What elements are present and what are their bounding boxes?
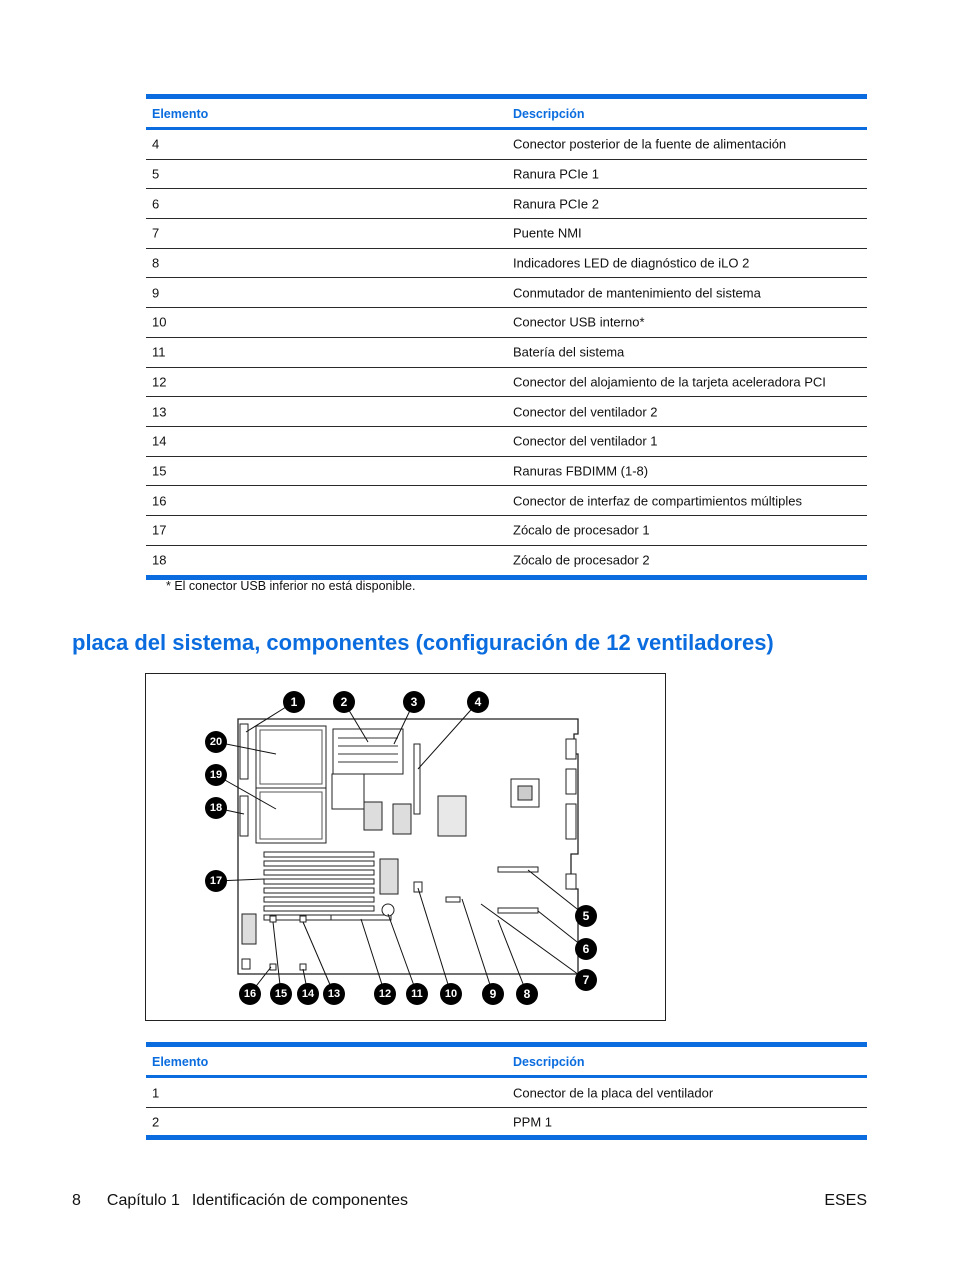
- callout-3: 3: [403, 691, 425, 713]
- row-description: Zócalo de procesador 2: [513, 552, 650, 568]
- row-description: Ranura PCIe 1: [513, 166, 599, 182]
- table-footnote: * El conector USB inferior no está disponible.: [166, 579, 416, 593]
- table-row: [146, 427, 867, 457]
- row-item-number: 9: [152, 285, 160, 301]
- callout-1: 1: [283, 691, 305, 713]
- row-description: Conector de interfaz de compartimientos múltiples: [513, 493, 803, 509]
- column-header-description: Descripción: [513, 107, 585, 121]
- table-header: [146, 1042, 867, 1078]
- callout-17: 17: [205, 870, 227, 892]
- row-item-number: 1: [152, 1085, 160, 1100]
- callout-11: 11: [406, 983, 428, 1005]
- chapter-label: Capítulo 1: [106, 1192, 180, 1209]
- callout-19: 19: [205, 764, 227, 786]
- row-description: Puente NMI: [513, 225, 582, 241]
- callout-5: 5: [575, 905, 597, 927]
- row-item-number: 8: [152, 255, 160, 271]
- callout-8: 8: [516, 983, 538, 1005]
- table-row: [146, 397, 867, 427]
- row-description: PPM 1: [513, 1114, 553, 1129]
- callout-7: 7: [575, 969, 597, 991]
- row-item-number: 10: [152, 314, 167, 330]
- row-item-number: 18: [152, 552, 167, 568]
- callout-16: 16: [239, 983, 261, 1005]
- table-row: [146, 457, 867, 487]
- row-item-number: 15: [152, 463, 167, 479]
- table-row: [146, 278, 867, 308]
- column-header-item: Elemento: [152, 1055, 209, 1069]
- row-description: Conector del ventilador 1: [513, 433, 658, 449]
- callout-9: 9: [482, 983, 504, 1005]
- callout-14: 14: [297, 983, 319, 1005]
- row-item-number: 16: [152, 493, 167, 509]
- callout-18: 18: [205, 797, 227, 819]
- table-row: [146, 160, 867, 190]
- row-item-number: 13: [152, 404, 167, 420]
- table-row: [146, 338, 867, 368]
- chapter-title: Identificación de componentes: [191, 1192, 408, 1209]
- callout-4: 4: [467, 691, 489, 713]
- callout-10: 10: [440, 983, 462, 1005]
- components-table-1: [146, 94, 867, 580]
- row-item-number: 17: [152, 522, 167, 538]
- table-header: [146, 94, 867, 130]
- row-description: Batería del sistema: [513, 344, 625, 360]
- row-description: Ranura PCIe 2: [513, 196, 599, 212]
- callout-20: 20: [205, 731, 227, 753]
- table-row: [146, 308, 867, 338]
- row-description: Ranuras FBDIMM (1-8): [513, 463, 649, 479]
- table-row: [146, 130, 867, 160]
- row-description: Indicadores LED de diagnóstico de iLO 2: [513, 255, 750, 271]
- callout-15: 15: [270, 983, 292, 1005]
- components-table-2: [146, 1042, 867, 1140]
- locale-code: ESES: [824, 1192, 867, 1209]
- row-item-number: 4: [152, 136, 160, 152]
- row-description: Conector posterior de la fuente de alimentación: [513, 136, 787, 152]
- row-description: Conector del alojamiento de la tarjeta aceleradora PCI: [513, 374, 826, 390]
- callout-12: 12: [374, 983, 396, 1005]
- row-item-number: 2: [152, 1114, 160, 1129]
- system-board-diagram: [145, 673, 666, 1021]
- row-item-number: 6: [152, 196, 160, 212]
- table-row: [146, 189, 867, 219]
- page-number: 8: [72, 1192, 81, 1209]
- table-row: [146, 368, 867, 398]
- row-item-number: 12: [152, 374, 167, 390]
- row-description: Conector USB interno*: [513, 314, 645, 330]
- row-item-number: 5: [152, 166, 160, 182]
- section-title: placa del sistema, componentes (configuración de 12 ventiladores): [72, 630, 774, 655]
- table-row: [146, 546, 867, 576]
- row-item-number: 14: [152, 433, 167, 449]
- table-row: [146, 1108, 867, 1135]
- row-description: Zócalo de procesador 1: [513, 522, 650, 538]
- row-item-number: 7: [152, 225, 160, 241]
- row-item-number: 11: [152, 344, 166, 360]
- callout-13: 13: [323, 983, 345, 1005]
- table-row: [146, 516, 867, 546]
- row-description: Conector del ventilador 2: [513, 404, 658, 420]
- table-row: [146, 1078, 867, 1108]
- callout-6: 6: [575, 938, 597, 960]
- row-description: Conector de la placa del ventilador: [513, 1085, 714, 1100]
- table-row: [146, 219, 867, 249]
- column-header-item: Elemento: [152, 107, 209, 121]
- page-footer-left: [72, 1192, 408, 1210]
- table-bottom-rule: [146, 1135, 867, 1140]
- table-row: [146, 486, 867, 516]
- callout-2: 2: [333, 691, 355, 713]
- table-row: [146, 249, 867, 279]
- row-description: Conmutador de mantenimiento del sistema: [513, 285, 761, 301]
- column-header-description: Descripción: [513, 1055, 585, 1069]
